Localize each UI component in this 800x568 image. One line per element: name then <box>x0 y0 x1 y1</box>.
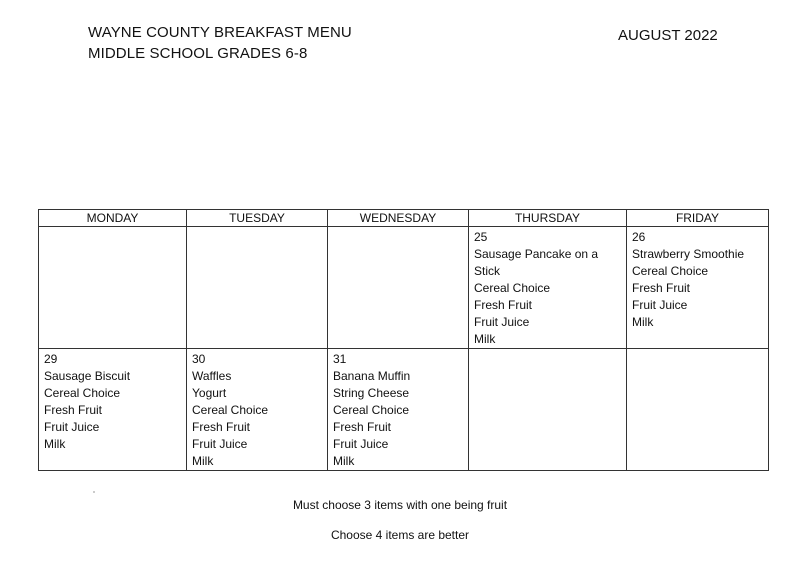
menu-title-line-1: WAYNE COUNTY BREAKFAST MENU <box>88 24 352 41</box>
menu-item: Fruit Juice <box>333 437 389 451</box>
header-wednesday: WEDNESDAY <box>328 210 469 227</box>
day-cell-25 <box>469 227 627 349</box>
day-cell-29 <box>39 349 187 471</box>
header-tuesday: TUESDAY <box>187 210 328 227</box>
header-friday: FRIDAY <box>627 210 769 227</box>
menu-item: Fruit Juice <box>192 437 248 451</box>
menu-item: Cereal Choice <box>192 403 269 417</box>
menu-item: Fresh Fruit <box>632 281 691 295</box>
menu-item: Yogurt <box>192 386 227 400</box>
menu-item: Banana Muffin <box>333 369 411 383</box>
menu-title <box>88 22 352 64</box>
cell-date: 31 <box>333 352 347 366</box>
menu-item: Fresh Fruit <box>192 420 251 434</box>
menu-item: Waffles <box>192 369 232 383</box>
day-cell-empty <box>187 227 328 349</box>
menu-item: Milk <box>333 454 355 468</box>
table-row <box>39 227 769 349</box>
menu-item: Cereal Choice <box>632 264 709 278</box>
cell-date: 26 <box>632 230 646 244</box>
cell-date: 30 <box>192 352 206 366</box>
cell-date: 25 <box>474 230 488 244</box>
footer-note-2: Choose 4 items are better <box>330 528 470 542</box>
header-thursday: THURSDAY <box>469 210 627 227</box>
menu-item: Sausage Pancake on a Stick <box>474 247 599 278</box>
menu-item: Fruit Juice <box>474 315 530 329</box>
day-cell-empty <box>627 349 769 471</box>
day-cell-empty <box>469 349 627 471</box>
scan-speck <box>93 491 95 493</box>
menu-item: Fruit Juice <box>44 420 100 434</box>
menu-item: Milk <box>632 315 654 329</box>
breakfast-menu-table <box>38 209 769 471</box>
day-cell-26 <box>627 227 769 349</box>
day-cell-31 <box>328 349 469 471</box>
menu-item: String Cheese <box>333 386 410 400</box>
menu-item: Cereal Choice <box>44 386 121 400</box>
menu-item: Cereal Choice <box>333 403 410 417</box>
menu-item: Fruit Juice <box>632 298 688 312</box>
menu-item: Milk <box>192 454 214 468</box>
menu-item: Sausage Biscuit <box>44 369 131 383</box>
menu-title-line-2: MIDDLE SCHOOL GRADES 6-8 <box>88 45 308 62</box>
cell-date: 29 <box>44 352 58 366</box>
day-cell-30 <box>187 349 328 471</box>
table-row <box>39 349 769 471</box>
day-cell-empty <box>328 227 469 349</box>
menu-item: Fresh Fruit <box>333 420 392 434</box>
menu-item: Milk <box>44 437 66 451</box>
menu-month: AUGUST 2022 <box>618 27 718 44</box>
menu-item: Cereal Choice <box>474 281 551 295</box>
menu-item: Milk <box>474 332 496 346</box>
menu-item: Strawberry Smoothie <box>632 247 745 261</box>
menu-item: Fresh Fruit <box>44 403 103 417</box>
day-cell-empty <box>39 227 187 349</box>
menu-item: Fresh Fruit <box>474 298 533 312</box>
footer-note-1: Must choose 3 items with one being fruit <box>292 498 508 512</box>
header-monday: MONDAY <box>39 210 187 227</box>
day-header-row <box>39 210 769 227</box>
